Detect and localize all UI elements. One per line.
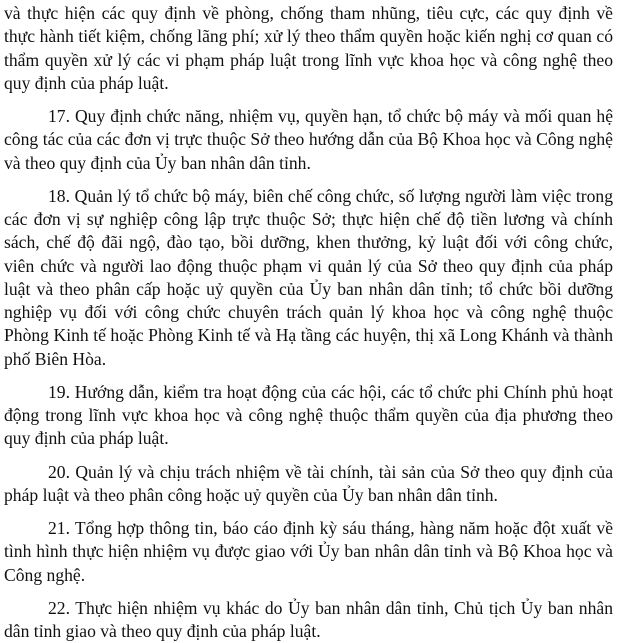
paragraph-17: 17. Quy định chức năng, nhiệm vụ, quyền hạn, tổ chức bộ máy và mối quan hệ công tác của các đơn vị trực thuộc Sở theo hướng dẫn của Bộ Khoa học và Công nghệ và theo quy định của Ủy ban nhân dân tỉnh. — [4, 105, 613, 173]
paragraph-21: 21. Tổng hợp thông tin, báo cáo định kỳ sáu tháng, hàng năm hoặc đột xuất về tình hình thực hiện nhiệm vụ được giao với Ủy ban nhân dân tỉnh và Bộ Khoa học và Công nghệ. — [4, 517, 613, 585]
paragraph-20: 20. Quản lý và chịu trách nhiệm về tài chính, tài sản của Sở theo quy định của pháp luật và theo phân công hoặc uỷ quyền của Ủy ban nhân dân tỉnh. — [4, 461, 613, 505]
paragraph-18: 18. Quản lý tổ chức bộ máy, biên chế công chức, số lượng người làm việc trong các đơn vị sự nghiệp công lập trực thuộc Sở; thực hiện chế độ tiền lương và chính sách, chế độ đãi ngộ, đào tạo, bồi dưỡng, khen thưởng, kỷ luật đối với công chức, viên chức và người lao động thuộc phạm vi quản lý của Sở theo quy định của pháp luật và theo phân cấp hoặc uỷ quyền của Ủy ban nhân dân tỉnh; tổ chức bồi dưỡng nghiệp vụ đối với công chức chuyên trách quản lý khoa học và công nghệ thuộc Phòng Kinh tế hoặc Phòng Kinh tế và Hạ tầng các huyện, thị xã Long Khánh và thành phố Biên Hòa. — [4, 185, 613, 369]
paragraph-16-continuation: và thực hiện các quy định về phòng, chống tham nhũng, tiêu cực, các quy định về thực hành tiết kiệm, chống lãng phí; xử lý theo thẩm quyền hoặc kiến nghị cơ quan có thẩm quyền xử lý các vi phạm pháp luật trong lĩnh vực khoa học và công nghệ theo quy định của pháp luật. — [4, 3, 613, 93]
paragraph-19: 19. Hướng dẫn, kiểm tra hoạt động của các hội, các tổ chức phi Chính phủ hoạt động trong lĩnh vực khoa học và công nghệ thuộc thẩm quyền của địa phương theo quy định của pháp luật. — [4, 381, 613, 449]
paragraph-22: 22. Thực hiện nhiệm vụ khác do Ủy ban nhân dân tỉnh, Chủ tịch Ủy ban nhân dân tỉnh giao và theo quy định của pháp luật. — [4, 597, 613, 641]
